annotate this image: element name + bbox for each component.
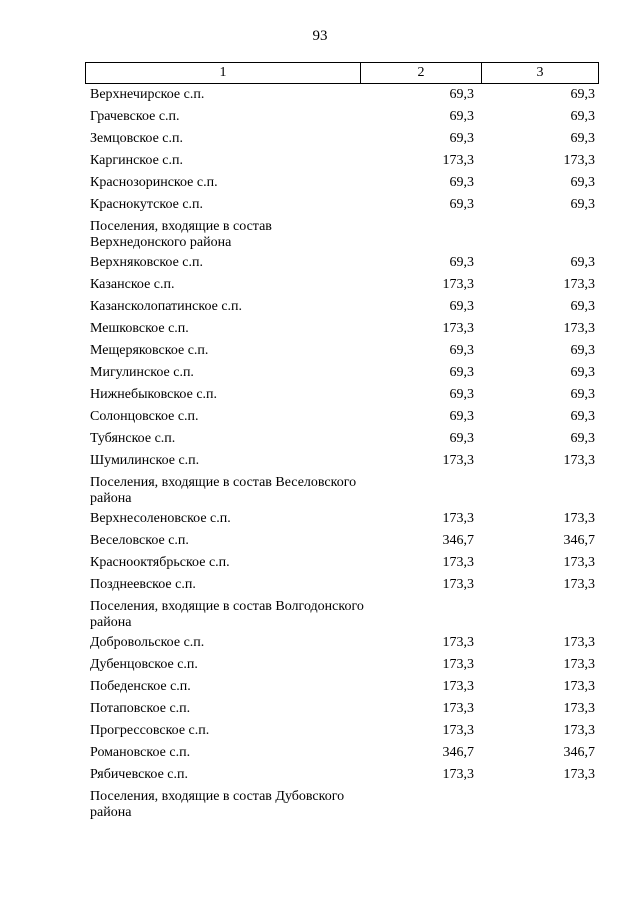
- page-number: 93: [312, 28, 328, 44]
- value-column-2: 173,3: [442, 153, 474, 168]
- value-column-3: 173,3: [563, 321, 595, 336]
- table-row: [90, 321, 595, 343]
- group-heading-row: [90, 475, 595, 511]
- value-column-2: 173,3: [442, 511, 474, 526]
- value-column-3: 69,3: [570, 431, 595, 446]
- value-column-2: 69,3: [449, 409, 474, 424]
- table-row: [90, 453, 595, 475]
- value-column-2: 173,3: [442, 321, 474, 336]
- value-column-2: 173,3: [442, 679, 474, 694]
- settlement-name: Прогрессовское с.п.: [90, 723, 210, 738]
- settlement-name: Земцовское с.п.: [90, 131, 184, 146]
- value-column-3: 173,3: [563, 277, 595, 292]
- value-column-3: 173,3: [563, 555, 595, 570]
- settlement-name: Верхнесоленовское с.п.: [90, 511, 231, 526]
- table-row: [90, 175, 595, 197]
- table-header: [85, 62, 599, 84]
- value-column-2: 69,3: [449, 299, 474, 314]
- table-row: [90, 745, 595, 767]
- value-column-3: 346,7: [563, 533, 595, 548]
- settlement-name: Веселовское с.п.: [90, 533, 189, 548]
- value-column-3: 69,3: [570, 109, 595, 124]
- settlement-name: Краснооктябрьское с.п.: [90, 555, 230, 570]
- table-row: [90, 387, 595, 409]
- value-column-2: 69,3: [449, 343, 474, 358]
- value-column-2: 69,3: [449, 87, 474, 102]
- value-column-2: 69,3: [449, 387, 474, 402]
- value-column-3: 69,3: [570, 131, 595, 146]
- table-row: [90, 109, 595, 131]
- value-column-3: 173,3: [563, 635, 595, 650]
- value-column-3: 173,3: [563, 577, 595, 592]
- value-column-2: 173,3: [442, 701, 474, 716]
- value-column-2: 173,3: [442, 577, 474, 592]
- value-column-3: 173,3: [563, 701, 595, 716]
- settlement-name: Краснозоринское с.п.: [90, 175, 218, 190]
- table-row: [90, 701, 595, 723]
- settlement-name: Позднеевское с.п.: [90, 577, 196, 592]
- value-column-3: 173,3: [563, 511, 595, 526]
- table-body: [90, 87, 595, 825]
- value-column-3: 69,3: [570, 387, 595, 402]
- settlement-name: Победенское с.п.: [90, 679, 191, 694]
- value-column-3: 69,3: [570, 255, 595, 270]
- value-column-3: 173,3: [563, 679, 595, 694]
- table-row: [90, 723, 595, 745]
- table-row: [90, 657, 595, 679]
- table-row: [90, 153, 595, 175]
- value-column-2: 173,3: [442, 555, 474, 570]
- table-row: [90, 87, 595, 109]
- settlement-name: Краснокутское с.п.: [90, 197, 204, 212]
- value-column-3: 69,3: [570, 365, 595, 380]
- settlement-name: Грачевское с.п.: [90, 109, 180, 124]
- value-column-3: 69,3: [570, 343, 595, 358]
- settlement-name: Рябичевское с.п.: [90, 767, 188, 782]
- value-column-3: 173,3: [563, 453, 595, 468]
- value-column-2: 346,7: [442, 745, 474, 760]
- value-column-2: 173,3: [442, 723, 474, 738]
- value-column-2: 69,3: [449, 175, 474, 190]
- settlement-name: Дубенцовское с.п.: [90, 657, 198, 672]
- table-row: [90, 679, 595, 701]
- table-row: [90, 431, 595, 453]
- table-row: [90, 555, 595, 577]
- group-heading: Поселения, входящие в состав Дубовского района: [90, 789, 345, 820]
- table-row: [90, 277, 595, 299]
- group-heading-row: [90, 219, 595, 255]
- table-row: [90, 197, 595, 219]
- value-column-3: 173,3: [563, 723, 595, 738]
- settlement-name: Солонцовское с.п.: [90, 409, 199, 424]
- settlement-name: Каргинское с.п.: [90, 153, 183, 168]
- settlement-name: Тубянское с.п.: [90, 431, 176, 446]
- value-column-3: 69,3: [570, 87, 595, 102]
- settlement-name: Шумилинское с.п.: [90, 453, 200, 468]
- settlement-name: Мигулинское с.п.: [90, 365, 194, 380]
- value-column-2: 173,3: [442, 767, 474, 782]
- table-row: [90, 577, 595, 599]
- value-column-2: 69,3: [449, 131, 474, 146]
- table-row: [90, 299, 595, 321]
- settlement-name: Романовское с.п.: [90, 745, 191, 760]
- settlement-name: Казанское с.п.: [90, 277, 175, 292]
- value-column-2: 346,7: [442, 533, 474, 548]
- value-column-3: 69,3: [570, 175, 595, 190]
- value-column-2: 173,3: [442, 277, 474, 292]
- settlement-name: Мещеряковское с.п.: [90, 343, 209, 358]
- value-column-2: 69,3: [449, 431, 474, 446]
- settlement-name: Добровольское с.п.: [90, 635, 205, 650]
- settlement-name: Казансколопатинское с.п.: [90, 299, 243, 314]
- column-header-2: 2: [361, 63, 482, 83]
- table-row: [90, 131, 595, 153]
- settlement-name: Верхнечирское с.п.: [90, 87, 205, 102]
- value-column-3: 173,3: [563, 153, 595, 168]
- table-row: [90, 409, 595, 431]
- table-row: [90, 255, 595, 277]
- value-column-2: 173,3: [442, 657, 474, 672]
- settlement-name: Мешковское с.п.: [90, 321, 189, 336]
- value-column-2: 69,3: [449, 109, 474, 124]
- group-heading-row: [90, 599, 595, 635]
- table-row: [90, 635, 595, 657]
- column-header-3: 3: [536, 65, 544, 80]
- value-column-2: 69,3: [449, 255, 474, 270]
- table-row: [90, 767, 595, 789]
- table-row: [90, 365, 595, 387]
- column-header-1: 1: [86, 63, 361, 83]
- value-column-3: 173,3: [563, 657, 595, 672]
- value-column-3: 346,7: [563, 745, 595, 760]
- value-column-2: 69,3: [449, 365, 474, 380]
- value-column-2: 69,3: [449, 197, 474, 212]
- group-heading: Поселения, входящие в состав Веселовского района: [90, 475, 357, 506]
- group-heading-row: [90, 789, 595, 825]
- table-row: [90, 533, 595, 555]
- value-column-2: 173,3: [442, 453, 474, 468]
- group-heading: Поселения, входящие в состав Верхнедонского района: [90, 219, 272, 250]
- group-heading: Поселения, входящие в состав Волгодонского района: [90, 599, 364, 630]
- value-column-2: 173,3: [442, 635, 474, 650]
- settlement-name: Верхняковское с.п.: [90, 255, 203, 270]
- settlement-name: Потаповское с.п.: [90, 701, 191, 716]
- settlement-name: Нижнебыковское с.п.: [90, 387, 218, 402]
- value-column-3: 173,3: [563, 767, 595, 782]
- value-column-3: 69,3: [570, 409, 595, 424]
- table-row: [90, 511, 595, 533]
- table-row: [90, 343, 595, 365]
- value-column-3: 69,3: [570, 299, 595, 314]
- value-column-3: 69,3: [570, 197, 595, 212]
